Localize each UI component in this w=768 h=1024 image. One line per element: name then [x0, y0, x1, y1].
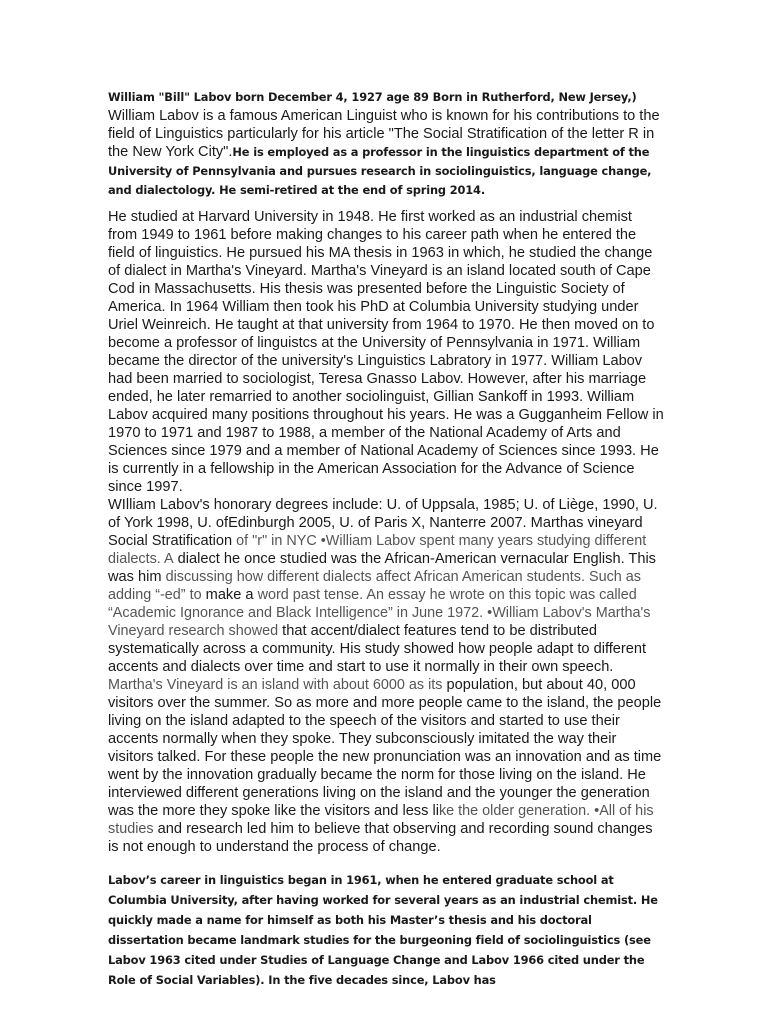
biography-paragraph: He studied at Harvard University in 1948. He first worked as an industrial chemist from 1949 to 1961 before making changes to his career path when he entered the field of linguistics. He pursued his MA thesis in 1963 in which, he studied the change of dialect in Martha's Vineyard. Martha's Vineyard is an island located south of Cape Cod in Massachusetts. His thesis was presented before the Linguistic Society of America. In 1964 William then took his PhD at Columbia University studying under Uriel Weinreich. He taught at that university from 1964 to 1970. He then moved on to become a professor of linguistcs at the University of Pennsylvania in 1971. William became the director of the university's Linguistics Labratory in 1977. William Labov had been married to sociologist, Teresa Gnasso Labov. However, after his marriage ended, he later remarried to another sociolinguist, Gillian Sankoff in 1993. William Labov acquired many positions throughout his years. He was a Gugganheim Fellow in 1970 to 1971 and 1987 to 1988, a member of the National Academy of Arts and Sciences since 1979 and a member of National Academy of Sciences since 1993. He is currently in a fellowship in the American Association for the Advance of Science since 1997. — [108, 209, 664, 495]
intro-text: William Labov is a famous American Linguist who is known for his contributions to the field of Linguistics particularly for his article "The Social Stratification of the letter R in the New York City". — [108, 108, 660, 160]
intro-bold-lead: William "Bill" Labov born December 4, 1927 age 89 Born in Rutherford, New Jersey,) — [108, 90, 637, 104]
career-paragraph: Labov’s career in linguistics began in 1961, when he entered graduate school at Columbia University, after having worked for several years as an industrial chemist. He quickly made a name for himself as both his Master’s thesis and his doctoral dissertation became landmark studies for the burgeoning field of sociolinguistics (see Labov 1963 cited under Studies of Language Change and Labov 1966 cited under the Role of Social Variables). In the five decades since, Labov has — [108, 873, 658, 987]
ed-suffix-text: discussing how different dialects affect African American students. Such as adding “-ed” to — [108, 569, 641, 603]
dialect-text: dialect he once studied was the African-American vernacular English. This was him — [108, 551, 656, 585]
visitors-text: population, but about 40, 000 visitors over the summer. So as more and more people came to the island, the people living on the island adapted to the speech of the visitors and started to use their accents normally when they spoke. They subconsciously imitated the way their visitors talked. For these people the new pronunciation was an innovation and as time went by the innovation gradually became the norm for those living on the island. He interviewed different generations living on the island and the younger the generation was the more they spoke like the visitors and less li — [108, 677, 662, 819]
older-generation-text: ke the older generation. •All of his studies — [108, 803, 654, 837]
accent-text: that accent/dialect features tend to be distributed systematically across a community. His study showed how people adapt to different accents and dialects over time and start to use it normally in their own speech. — [108, 623, 647, 675]
essay-text: word past tense. An essay he wrote on this topic was called “Academic Ignorance and Black Intelligence” in June 1972. •William Labov's Martha's Vineyard research showed — [108, 587, 651, 639]
intro-paragraph — [108, 88, 664, 200]
nyc-text: of "r" in NYC •William Labov spent many years studying different dialects. A — [108, 533, 647, 567]
degrees-text: WIlliam Labov's honorary degrees include: U. of Uppsala, 1985; U. of Liège, 1990, U. of York 1998, U. ofEdinburgh 2005, U. of Paris X, Nanterre 2007. Marthas vineyard Social Stratification — [108, 497, 658, 549]
word-text: make a — [201, 587, 258, 603]
degrees-and-research-paragraph — [108, 496, 664, 856]
conclusion-text: and research led him to believe that observing and recording sound changes is not enough to understand the process of change. — [108, 821, 653, 855]
intro-bold-tail: He is employed as a professor in the linguistics department of the University of Pennsylvania and pursues research in sociolinguistics, language change, and dialectology. He semi-retired at the end of spring 2014. — [108, 145, 652, 197]
island-population-text: Martha's Vineyard is an island with about 6000 as its — [108, 677, 443, 693]
